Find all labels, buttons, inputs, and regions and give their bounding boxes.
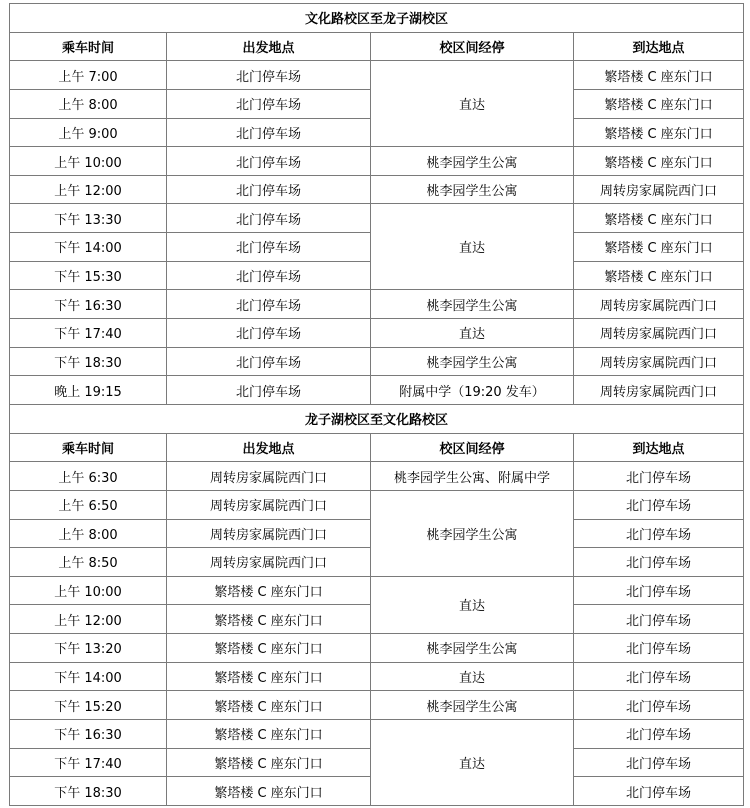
stop-cell: 桃李园学生公寓 — [371, 634, 574, 663]
stop-cell: 桃李园学生公寓 — [371, 347, 574, 376]
table-row — [10, 290, 744, 319]
to-cell: 繁塔楼 C 座东门口 — [574, 61, 744, 90]
from-cell: 北门停车场 — [167, 61, 371, 90]
time-cell: 下午 16:30 — [10, 720, 167, 749]
stop-cell: 直达 — [371, 319, 574, 348]
time-cell: 上午 6:30 — [10, 462, 167, 491]
time-cell: 上午 9:00 — [10, 118, 167, 147]
stop-cell: 桃李园学生公寓 — [371, 175, 574, 204]
from-cell: 周转房家属院西门口 — [167, 462, 371, 491]
to-cell: 周转房家属院西门口 — [574, 347, 744, 376]
table-row — [10, 720, 744, 749]
to-cell: 北门停车场 — [574, 634, 744, 663]
stop-cell: 桃李园学生公寓 — [371, 147, 574, 176]
table-row — [10, 347, 744, 376]
to-cell: 周转房家属院西门口 — [574, 376, 744, 405]
from-cell: 北门停车场 — [167, 89, 371, 118]
time-cell: 下午 17:40 — [10, 319, 167, 348]
to-cell: 周转房家属院西门口 — [574, 319, 744, 348]
section-title: 龙子湖校区至文化路校区 — [10, 404, 744, 433]
header-from: 出发地点 — [167, 433, 371, 462]
to-cell: 北门停车场 — [574, 777, 744, 806]
from-cell: 北门停车场 — [167, 261, 371, 290]
table-row — [10, 490, 744, 519]
table-row — [10, 204, 744, 233]
to-cell: 周转房家属院西门口 — [574, 290, 744, 319]
time-cell: 下午 15:20 — [10, 691, 167, 720]
header-row — [10, 433, 744, 462]
from-cell: 北门停车场 — [167, 347, 371, 376]
from-cell: 北门停车场 — [167, 175, 371, 204]
time-cell: 上午 7:00 — [10, 61, 167, 90]
from-cell: 繁塔楼 C 座东门口 — [167, 605, 371, 634]
header-stop: 校区间经停 — [371, 32, 574, 61]
stop-cell: 直达 — [371, 61, 574, 147]
to-cell: 北门停车场 — [574, 519, 744, 548]
table-row — [10, 319, 744, 348]
table-row — [10, 662, 744, 691]
stop-cell: 桃李园学生公寓 — [371, 691, 574, 720]
time-cell: 下午 18:30 — [10, 777, 167, 806]
time-cell: 上午 10:00 — [10, 576, 167, 605]
to-cell: 北门停车场 — [574, 748, 744, 777]
to-cell: 北门停车场 — [574, 462, 744, 491]
from-cell: 繁塔楼 C 座东门口 — [167, 634, 371, 663]
from-cell: 繁塔楼 C 座东门口 — [167, 576, 371, 605]
header-to: 到达地点 — [574, 32, 744, 61]
from-cell: 繁塔楼 C 座东门口 — [167, 777, 371, 806]
to-cell: 北门停车场 — [574, 605, 744, 634]
to-cell: 繁塔楼 C 座东门口 — [574, 204, 744, 233]
to-cell: 繁塔楼 C 座东门口 — [574, 118, 744, 147]
to-cell: 周转房家属院西门口 — [574, 175, 744, 204]
table-row — [10, 576, 744, 605]
stop-cell: 直达 — [371, 204, 574, 290]
to-cell: 繁塔楼 C 座东门口 — [574, 89, 744, 118]
time-cell: 下午 13:20 — [10, 634, 167, 663]
from-cell: 周转房家属院西门口 — [167, 548, 371, 577]
table-row — [10, 61, 744, 90]
table-row — [10, 462, 744, 491]
from-cell: 北门停车场 — [167, 204, 371, 233]
from-cell: 繁塔楼 C 座东门口 — [167, 691, 371, 720]
time-cell: 下午 17:40 — [10, 748, 167, 777]
from-cell: 周转房家属院西门口 — [167, 490, 371, 519]
stop-cell: 桃李园学生公寓、附属中学 — [371, 462, 574, 491]
stop-cell: 桃李园学生公寓 — [371, 290, 574, 319]
header-time: 乘车时间 — [10, 32, 167, 61]
stop-cell: 直达 — [371, 720, 574, 806]
stop-cell: 直达 — [371, 662, 574, 691]
to-cell: 北门停车场 — [574, 691, 744, 720]
time-cell: 上午 8:50 — [10, 548, 167, 577]
header-from: 出发地点 — [167, 32, 371, 61]
section-title-row — [10, 4, 744, 33]
time-cell: 上午 12:00 — [10, 175, 167, 204]
header-time: 乘车时间 — [10, 433, 167, 462]
from-cell: 繁塔楼 C 座东门口 — [167, 748, 371, 777]
time-cell: 晚上 19:15 — [10, 376, 167, 405]
table-row — [10, 175, 744, 204]
from-cell: 繁塔楼 C 座东门口 — [167, 662, 371, 691]
header-row — [10, 32, 744, 61]
time-cell: 下午 16:30 — [10, 290, 167, 319]
table-row — [10, 376, 744, 405]
stop-cell: 直达 — [371, 576, 574, 633]
to-cell: 北门停车场 — [574, 662, 744, 691]
from-cell: 北门停车场 — [167, 118, 371, 147]
table-row — [10, 634, 744, 663]
time-cell: 上午 6:50 — [10, 490, 167, 519]
table-row — [10, 691, 744, 720]
time-cell: 上午 8:00 — [10, 519, 167, 548]
from-cell: 繁塔楼 C 座东门口 — [167, 720, 371, 749]
from-cell: 北门停车场 — [167, 147, 371, 176]
to-cell: 北门停车场 — [574, 576, 744, 605]
from-cell: 北门停车场 — [167, 319, 371, 348]
to-cell: 繁塔楼 C 座东门口 — [574, 147, 744, 176]
header-to: 到达地点 — [574, 433, 744, 462]
time-cell: 上午 12:00 — [10, 605, 167, 634]
to-cell: 繁塔楼 C 座东门口 — [574, 261, 744, 290]
to-cell: 北门停车场 — [574, 490, 744, 519]
stop-cell: 桃李园学生公寓 — [371, 490, 574, 576]
time-cell: 下午 13:30 — [10, 204, 167, 233]
time-cell: 下午 14:00 — [10, 233, 167, 262]
bus-schedule-table — [9, 3, 744, 806]
to-cell: 北门停车场 — [574, 548, 744, 577]
table-row — [10, 147, 744, 176]
from-cell: 北门停车场 — [167, 233, 371, 262]
from-cell: 北门停车场 — [167, 376, 371, 405]
section-title: 文化路校区至龙子湖校区 — [10, 4, 744, 33]
to-cell: 繁塔楼 C 座东门口 — [574, 233, 744, 262]
time-cell: 下午 15:30 — [10, 261, 167, 290]
section-title-row — [10, 404, 744, 433]
to-cell: 北门停车场 — [574, 720, 744, 749]
from-cell: 北门停车场 — [167, 290, 371, 319]
time-cell: 下午 18:30 — [10, 347, 167, 376]
from-cell: 周转房家属院西门口 — [167, 519, 371, 548]
time-cell: 上午 10:00 — [10, 147, 167, 176]
stop-cell: 附属中学（19:20 发车） — [371, 376, 574, 405]
header-stop: 校区间经停 — [371, 433, 574, 462]
time-cell: 上午 8:00 — [10, 89, 167, 118]
time-cell: 下午 14:00 — [10, 662, 167, 691]
